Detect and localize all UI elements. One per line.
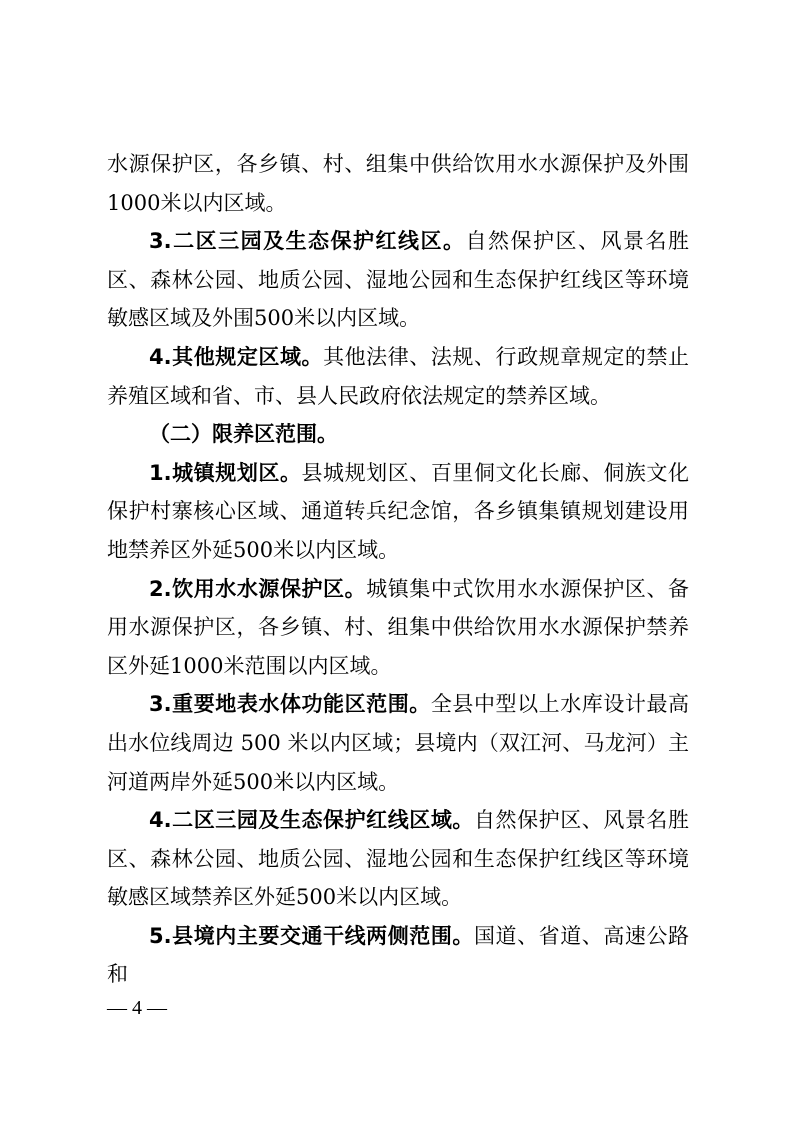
paragraph-lead: 4.二区三园及生态保护红线区域。 [149, 808, 474, 833]
paragraph-lead: 2.饮用水水源保护区。 [149, 576, 367, 601]
paragraph-limit-zone-3 [107, 685, 689, 801]
paragraph-lead: 3.重要地表水体功能区范围。 [149, 692, 431, 717]
paragraph-text: 自然保护区、风景名胜区、森林公园、地质公园、湿地公园和生态保护红线区等环境敏感区域禁养区外延500米以内区域。 [107, 808, 689, 910]
paragraph-limit-zone-4 [107, 801, 689, 917]
paragraph-ban-zone-4 [107, 338, 689, 415]
paragraph-limit-zone-1 [107, 454, 689, 570]
paragraph-text: 国道、省道、高速公路和 [107, 923, 689, 987]
paragraph-text: 县城规划区、百里侗文化长廊、侗族文化保护村寨核心区域、通道转兵纪念馆，各乡镇集镇规划建设用地禁养区外延500米以内区域。 [107, 460, 689, 562]
paragraph-lead: 1.城镇规划区。 [149, 460, 302, 485]
paragraph-text: 其他法律、法规、行政规章规定的禁止养殖区域和省、市、县人民政府依法规定的禁养区域。 [107, 344, 689, 408]
paragraph-lead: 3.二区三园及生态保护红线区。 [149, 229, 466, 254]
paragraph-ban-zone-3 [107, 222, 689, 338]
paragraph-limit-zone-2 [107, 570, 689, 686]
paragraph-text: 水源保护区，各乡镇、村、组集中供给饮用水水源保护及外围1000米以内区域。 [107, 152, 689, 215]
paragraph-text: 全县中型以上水库设计最高出水位线周边 500 米以内区域；县境内（双江河、马龙河）主河道两岸外延500米以内区域。 [107, 692, 690, 794]
page-number: — 4 — [107, 997, 167, 1019]
body-text [107, 145, 689, 994]
paragraph-lead: 5.县境内主要交通干线两侧范围。 [149, 923, 474, 948]
paragraph-limit-zone-5 [107, 917, 689, 994]
paragraph-text: 城镇集中式饮用水水源保护区、备用水源保护区，各乡镇、村、组集中供给饮用水水源保护禁养区外延1000米范围以内区域。 [107, 576, 690, 678]
paragraph-text: 自然保护区、风景名胜区、森林公园、地质公园、湿地公园和生态保护红线区等环境敏感区域及外围500米以内区域。 [107, 229, 689, 331]
paragraph-water-source-continued [107, 145, 689, 222]
section-heading-restricted-zone: （二）限养区范围。 [149, 422, 338, 447]
paragraph-lead: 4.其他规定区域。 [149, 344, 324, 369]
